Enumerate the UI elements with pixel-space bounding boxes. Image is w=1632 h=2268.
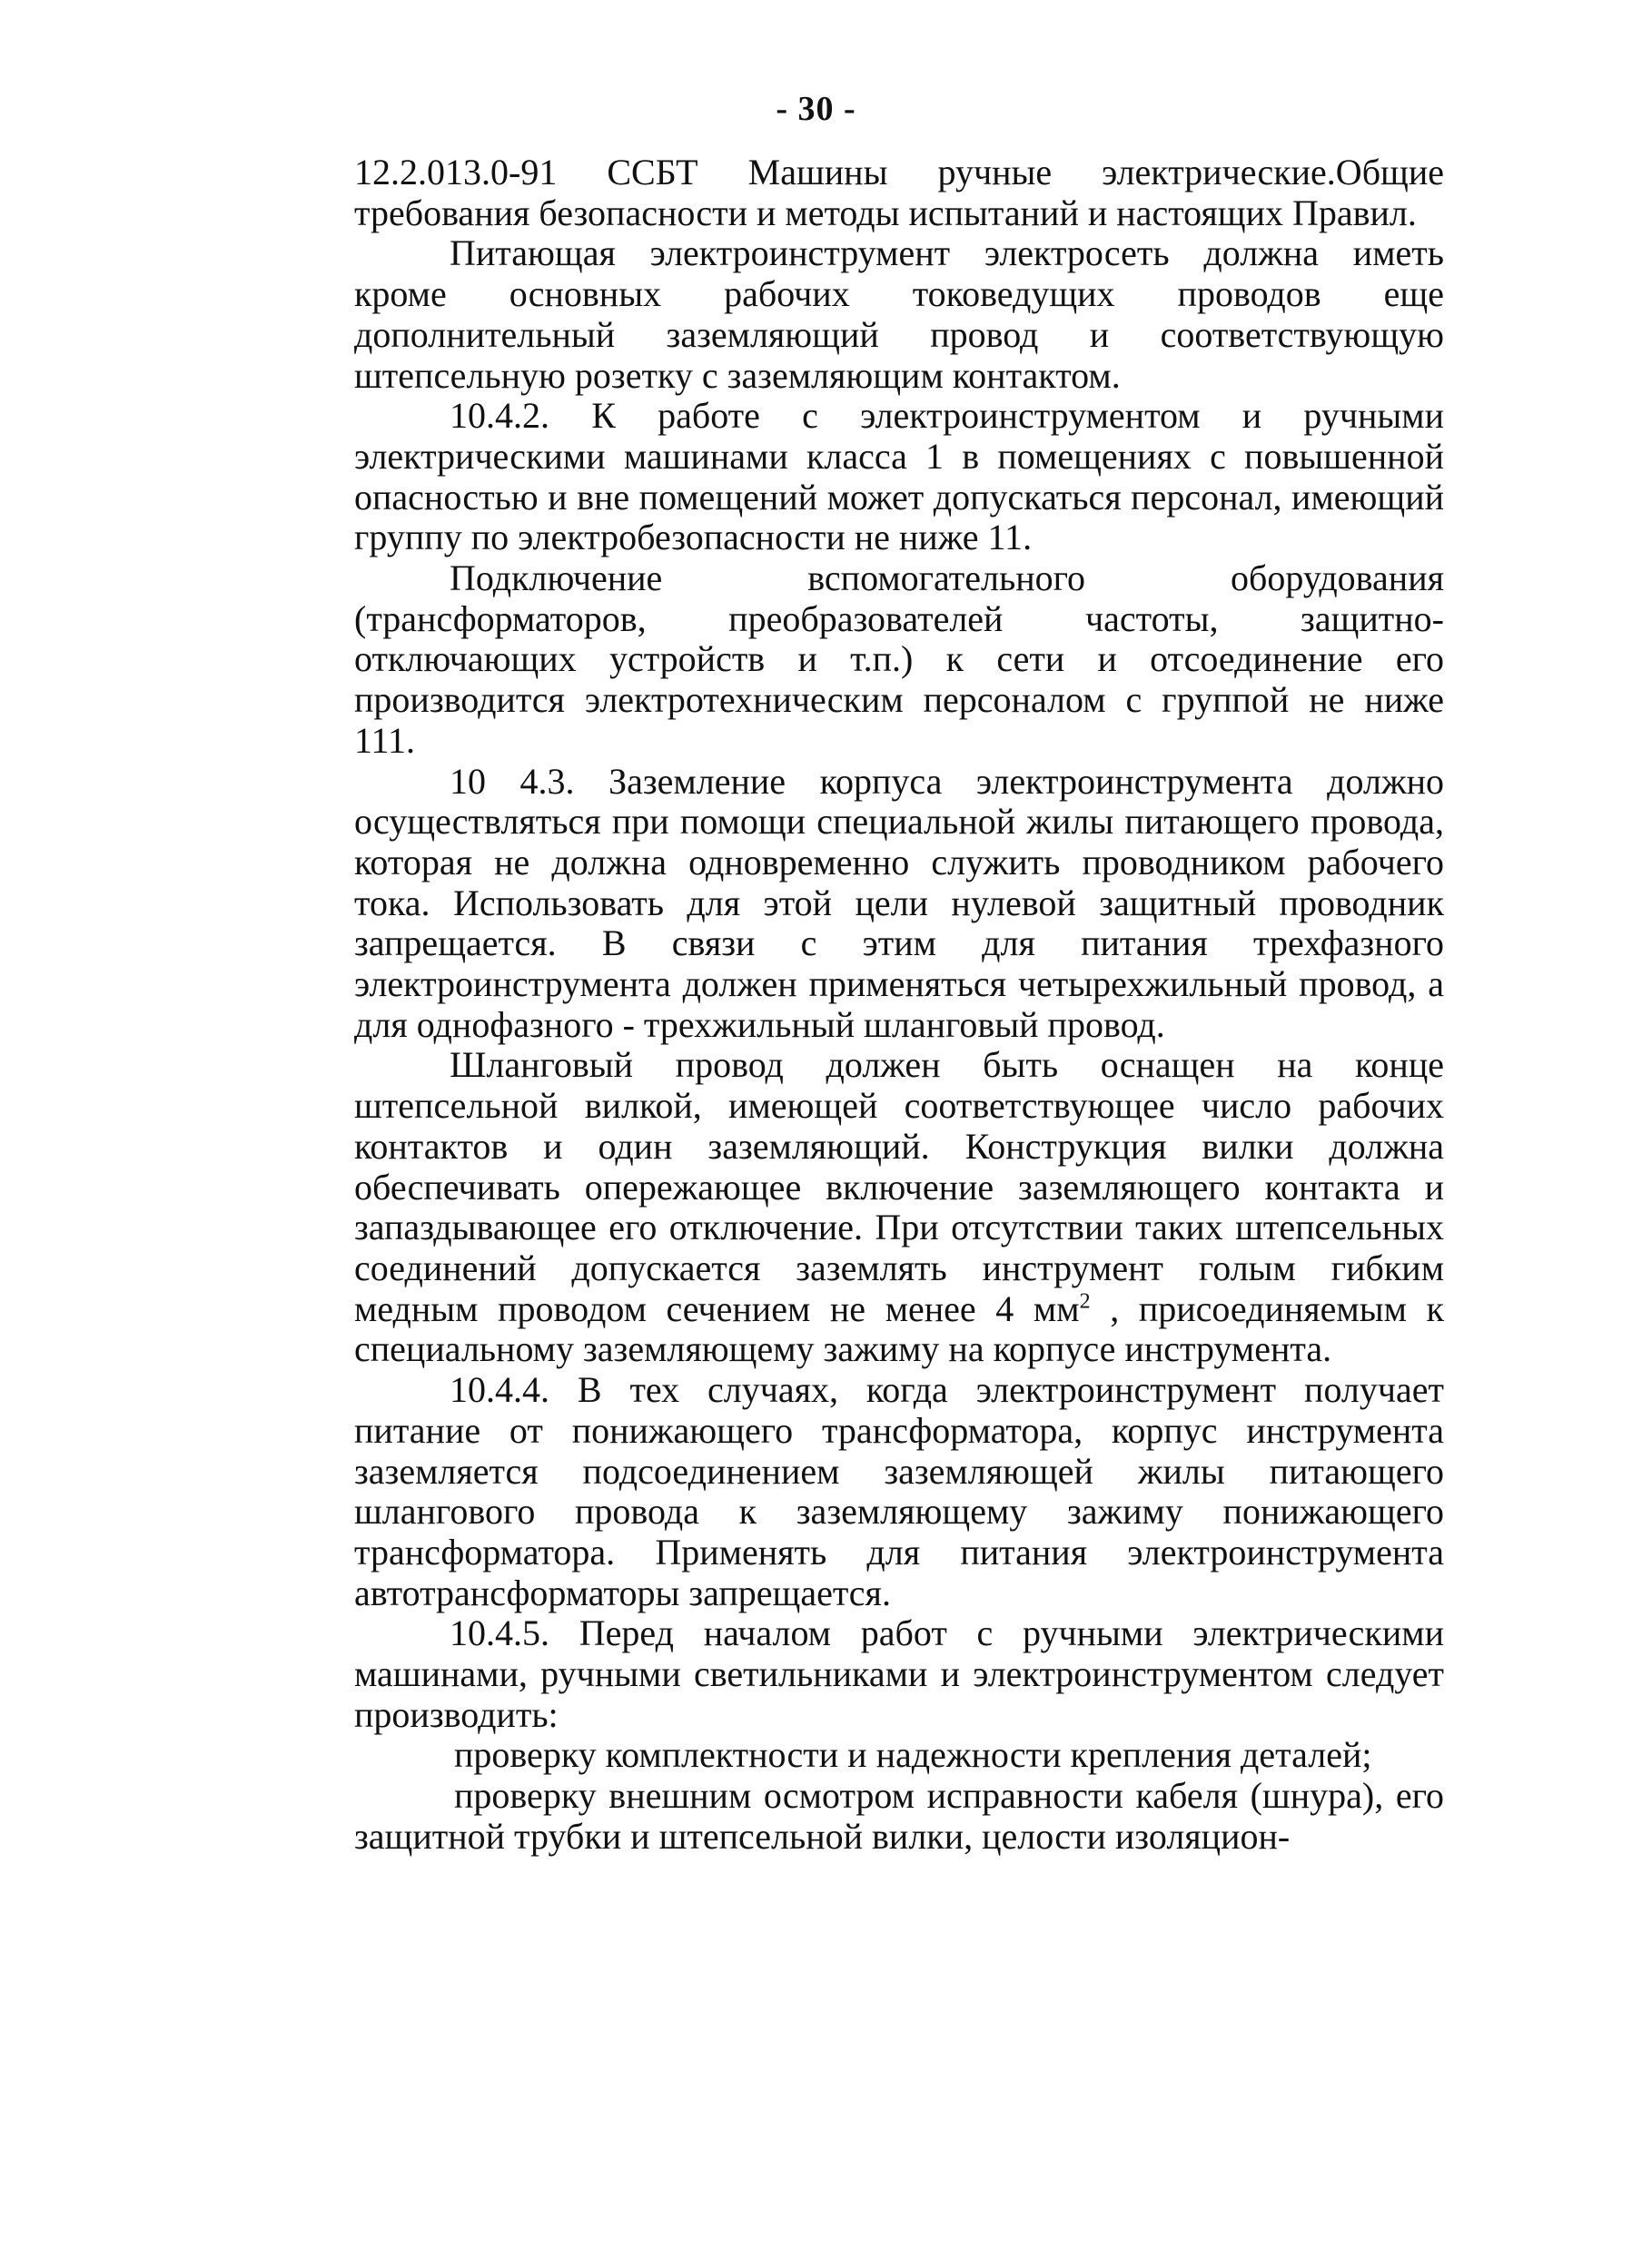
superscript-square: 2 <box>1079 1289 1091 1314</box>
paragraph-clause-10-4-4: 10.4.4. В тех случаях, когда электроинструмент получает питание от понижающего трансформатора, корпус инструмента заземляется подсоединением заземляющей жилы питающего шлангового провода к заземляющему зажиму понижающего трансформатора. Применять для питания электроинструмента автотрансформаторы запрещается. <box>354 1369 1444 1613</box>
paragraph-standard-reference: 12.2.013.0-91 ССБТ Машины ручные электрические.Общие требования безопасности и методы испытаний и настоящих Правил. <box>354 152 1444 233</box>
paragraph-clause-10-4-2: 10.4.2. К работе с электроинструментом и ручными электрическими машинами класса 1 в помещениях с повышенной опасностью и вне помещений может допускаться персонал, имеющий группу по электробезопасности не ниже 11. <box>354 395 1444 558</box>
paragraph-power-network: Питающая электроинструмент электросеть должна иметь кроме основных рабочих токоведущих проводов еще дополнительный заземляющий провод и соответствующую штепсельную розетку с заземляющим контактом. <box>354 232 1444 396</box>
paragraph-clause-10-4-5: 10.4.5. Перед началом работ с ручными электрическими машинами, ручными светильниками и электроинструментом следует производить: <box>354 1612 1444 1735</box>
list-item-cable-inspection: проверку внешним осмотром исправности кабеля (шнура), его защитной трубки и штепсельной вилки, целости изоляцион- <box>354 1775 1444 1857</box>
paragraph-hose-wire <box>354 1045 1444 1370</box>
paragraph-hose-wire-text: Шланговый провод должен быть оснащен на конце штепсельной вилкой, имеющей соответствующее число рабочих контактов и один заземляющий. Конструкция вилки должна обеспечивать опережающее включение заземляющего контакта и запаздывающее его отключение. При отсутствии таких штепсельных соединений допускается заземлять инструмент голым гибким медным проводом сечением не менее 4 мм <box>354 1044 1444 1329</box>
paragraph-clause-10-4-3: 10 4.3. Заземление корпуса электроинструмента должно осуществляться при помощи специальной жилы питающего провода, которая не должна одновременно служить проводником рабочего тока. Использовать для этой цели нулевой защитный проводник запрещается. В связи с этим для питания трехфазного электроинструмента должен применяться четырехжильный провод, а для однофазного - трехжильный шланговый провод. <box>354 760 1444 1045</box>
paragraph-auxiliary-equipment: Подключение вспомогательного оборудования (трансформаторов, преобразователей частоты, защитно-отключающих устройств и т.п.) к сети и отсоединение его производится электротехническим персоналом с группой не ниже 111. <box>354 557 1444 761</box>
paragraph-hose-wire-text-end: , присоединяемым к специальному заземляющему зажиму на корпусе инструмента. <box>354 1287 1444 1370</box>
document-body <box>354 153 1444 1858</box>
list-item-completeness-check: проверку комплектности и надежности крепления деталей; <box>454 1734 1372 1776</box>
page-number: - 30 - <box>776 90 856 128</box>
